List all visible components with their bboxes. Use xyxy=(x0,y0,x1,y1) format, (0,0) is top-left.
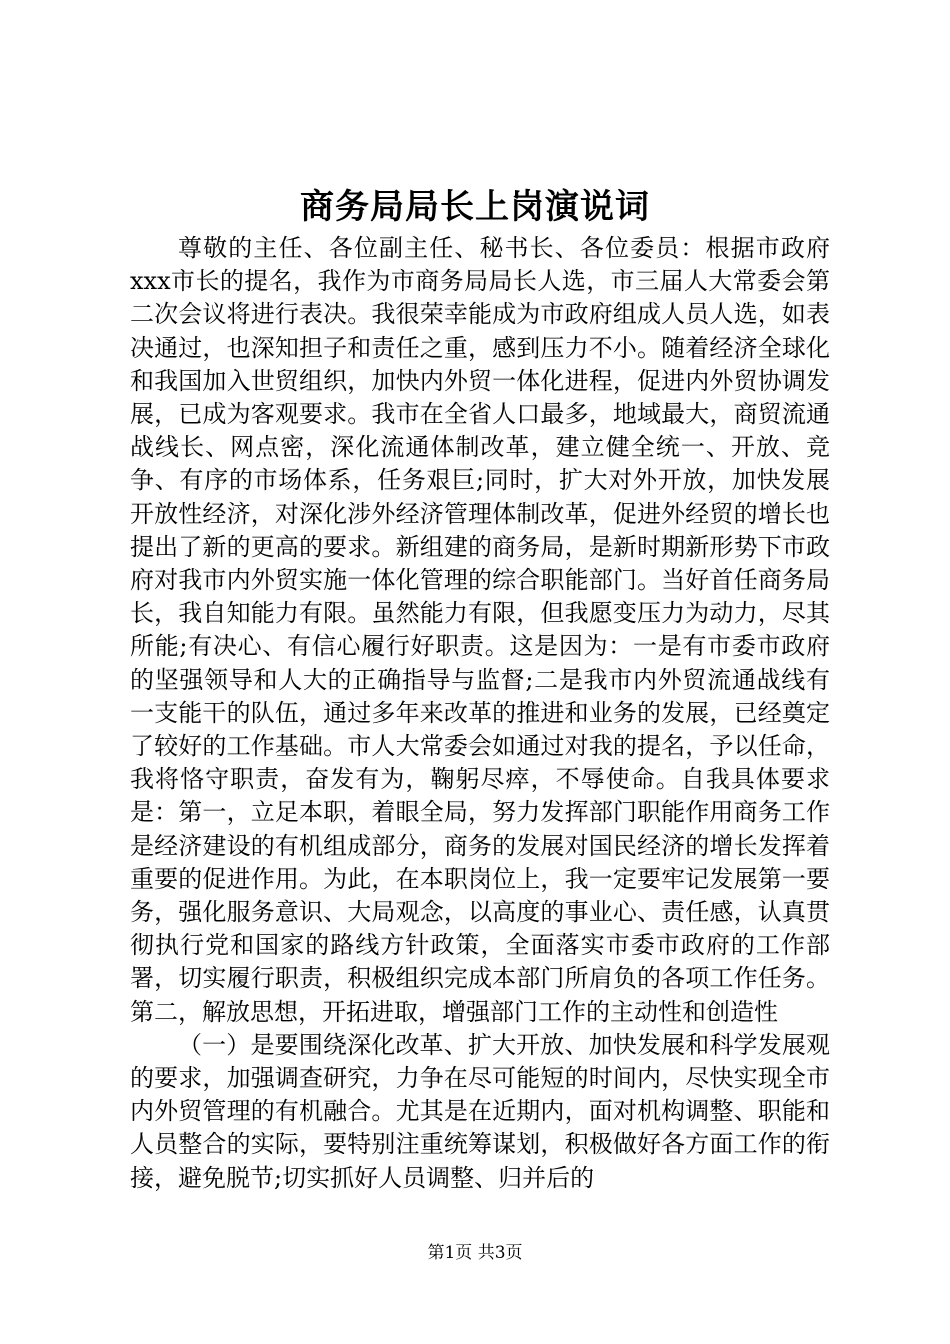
body-paragraph-1: 尊敬的主任、各位副主任、秘书长、各位委员：根据市政府xxx市长的提名，我作为市商务局局长人选，市三届人大常委会第二次会议将进行表决。我很荣幸能成为市政府组成人员人选，如表决通过，也深知担子和责任之重，感到压力不小。随着经济全球化和我国加入世贸组织，加快内外贸一体化进程，促进内外贸协调发展，已成为客观要求。我市在全省人口最多，地域最大，商贸流通战线长、网点密，深化流通体制改革，建立健全统一、开放、竞争、有序的市场体系，任务艰巨;同时，扩大对外开放，加快发展开放性经济，对深化涉外经济管理体制改革，促进外经贸的增长也提出了新的更高的要求。新组建的商务局，是新时期新形势下市政府对我市内外贸实施一体化管理的综合职能部门。当好首任商务局长，我自知能力有限。虽然能力有限，但我愿变压力为动力，尽其所能;有决心、有信心履行好职责。这是因为：一是有市委市政府的坚强领导和人大的正确指导与监督;二是我市内外贸流通战线有一支能干的队伍，通过多年来改革的推进和业务的发展，已经奠定了较好的工作基础。市人大常委会如通过对我的提名，予以任命，我将恪守职责，奋发有为，鞠躬尽瘁，不辱使命。自我具体要求是：第一，立足本职，着眼全局，努力发挥部门职能作用商务工作是经济建设的有机组成部分，商务的发展对国民经济的增长发挥着重要的促进作用。为此，在本职岗位上，我一定要牢记发展第一要务，强化服务意识、大局观念，以高度的事业心、责任感，认真贯彻执行党和国家的路线方针政策，全面落实市委市政府的工作部署，切实履行职责，积极组织完成本部门所肩负的各项工作任务。第二，解放思想，开拓进取，增强部门工作的主动性和创造性 xyxy=(130,234,830,1026)
document-body xyxy=(130,232,830,1195)
body-paragraph-2: （一）是要围绕深化改革、扩大开放、加快发展和科学发展观的要求，加强调查研究，力争在尽可能短的时间内，尽快实现全市内外贸管理的有机融合。尤其是在近期内，面对机构调整、职能和人员整合的实际，要特别注重统筹谋划，积极做好各方面工作的衔接，避免脱节;切实抓好人员调整、归并后的 xyxy=(130,1030,830,1192)
document-title: 商务局局长上岗演说词 xyxy=(300,187,650,227)
page-footer: 第1页 共3页 xyxy=(427,1243,523,1263)
